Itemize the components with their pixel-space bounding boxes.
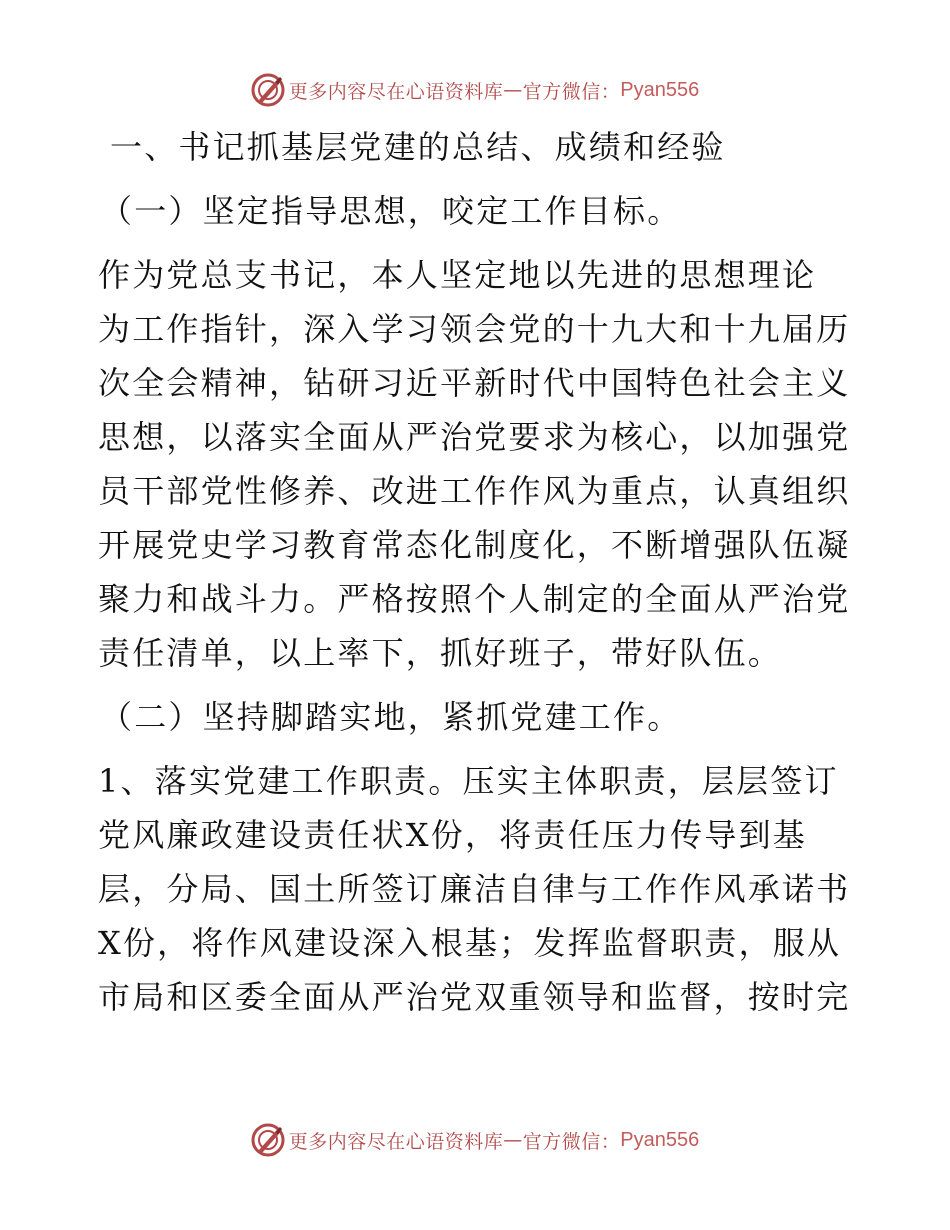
- paragraph-line: 员干部党性修养、改进工作作风为重点，认真组织: [98, 472, 851, 510]
- header-watermark-banner: [0, 68, 950, 112]
- paragraph-line: 开展党史学习教育常态化制度化，不断增强队伍凝: [98, 526, 851, 564]
- banner-contact-id: Pyan556: [620, 78, 700, 101]
- paragraph-line: X份，将作风建设深入根基；发挥监督职责，服从: [98, 924, 842, 962]
- pen-logo-icon: [251, 73, 285, 107]
- paragraph-line: 市局和区委全面从严治党双重领导和监督，按时完: [98, 978, 851, 1016]
- pen-logo-icon: [251, 1123, 285, 1157]
- paragraph-line: 作为党总支书记，本人坚定地以先进的思想理论: [98, 256, 817, 294]
- paragraph-line: 聚力和战斗力。严格按照个人制定的全面从严治党: [98, 580, 851, 618]
- document-heading: 一、书记抓基层党建的总结、成绩和经验: [110, 128, 726, 166]
- paragraph-line: 次全会精神，钻研习近平新时代中国特色社会主义: [98, 364, 851, 402]
- banner-text: 更多内容尽在心语资料库: [288, 1130, 504, 1153]
- paragraph-line: 层，分局、国土所签订廉洁自律与工作作风承诺书: [98, 870, 851, 908]
- banner-separator: —: [503, 1129, 523, 1151]
- banner-separator: —: [503, 79, 523, 101]
- paragraph-line: 思想，以落实全面从严治党要求为核心，以加强党: [98, 418, 851, 456]
- banner-contact-id: Pyan556: [620, 1128, 700, 1151]
- paragraph-2: [98, 754, 858, 1024]
- paragraph-line: 党风廉政建设责任状X份，将责任压力传导到基: [98, 816, 807, 854]
- paragraph-1: [98, 248, 858, 680]
- footer-watermark-banner: [0, 1118, 950, 1162]
- paragraph-line: 责任清单，以上率下，抓好班子，带好队伍。: [98, 634, 783, 672]
- section-1-title: （一）坚定指导思想，咬定工作目标。: [100, 192, 682, 230]
- banner-text: 更多内容尽在心语资料库: [288, 80, 504, 103]
- document-body: [98, 120, 858, 1024]
- banner-contact-label: 官方微信：: [522, 80, 621, 103]
- banner-contact-label: 官方微信：: [522, 1130, 621, 1153]
- paragraph-line: 为工作指针，深入学习领会党的十九大和十九届历: [98, 310, 851, 348]
- section-2-title: （二）坚持脚踏实地，紧抓党建工作。: [100, 698, 682, 736]
- paragraph-line: 1、落实党建工作职责。压实主体职责，层层签订: [98, 762, 839, 800]
